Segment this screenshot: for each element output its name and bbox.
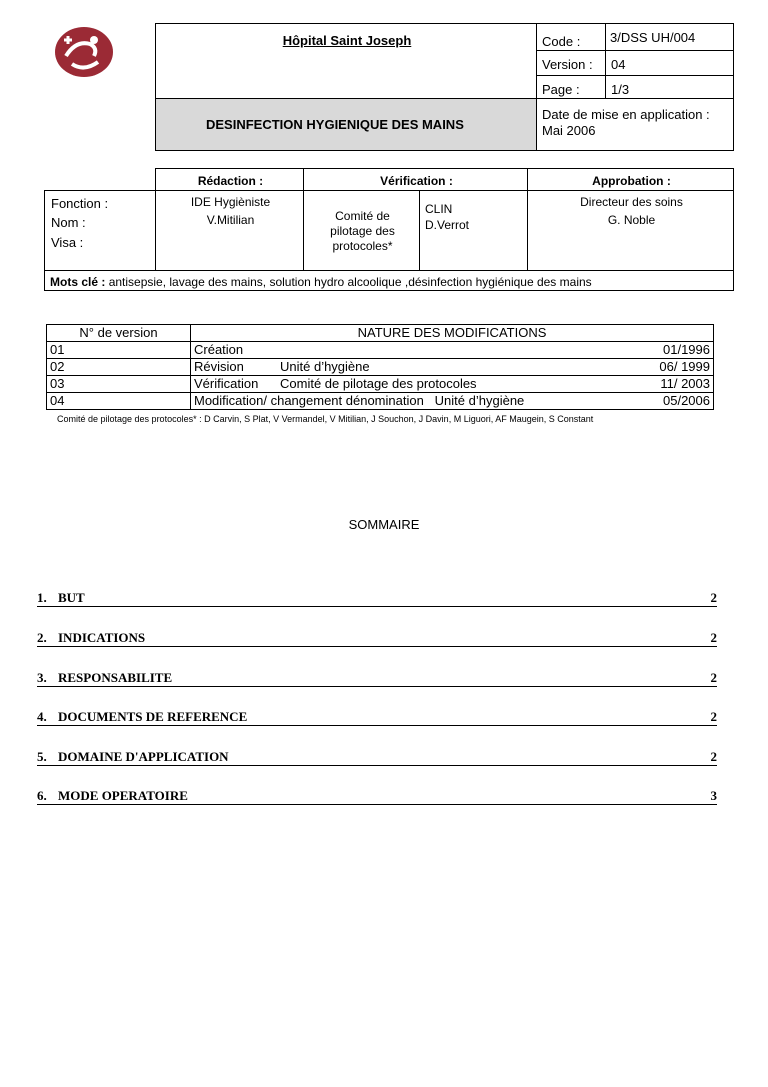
page-label-cell: Page : (536, 75, 606, 99)
table-row: 04 Modification/ changement dénomination Unité d’hygiène 05/2006 (47, 393, 714, 410)
toc-item[interactable]: 3. RESPONSABILITE 2 (37, 670, 717, 685)
approval-header-approbation: Approbation : (527, 168, 734, 191)
toc-item[interactable]: 6. MODE OPERATOIRE 3 (37, 788, 717, 803)
versions-table (46, 324, 714, 410)
toc-item[interactable]: 2. INDICATIONS 2 (37, 630, 717, 645)
summary-title: SOMMAIRE (348, 517, 420, 532)
version-value-cell: 04 (605, 50, 734, 76)
versions-header-nature: NATURE DES MODIFICATIONS (191, 325, 714, 342)
keywords-label: Mots clé : (50, 275, 106, 289)
header-title-cell (155, 98, 537, 151)
toc-item[interactable]: 5. DOMAINE D'APPLICATION 2 (37, 749, 717, 764)
date-cell: Date de mise en application : Mai 2006 (536, 98, 734, 151)
approval-header-verification: Vérification : (303, 168, 528, 191)
table-row: 03 Vérification Comité de pilotage des protocoles 11/ 2003 (47, 376, 714, 393)
approval-redaction-cell: IDE Hygièniste V.Mitilian (155, 190, 304, 271)
approval-row-labels: Fonction : Nom : Visa : (44, 190, 156, 271)
toc-item[interactable]: 1. BUT 2 (37, 590, 717, 605)
code-value-cell: 3/DSS UH/004 (605, 23, 734, 51)
header-hospital-cell (155, 23, 537, 99)
code-label-cell: Code : (536, 23, 606, 51)
keywords-text: antisepsie, lavage des mains, solution hydro alcoolique ,désinfection hygiénique des mains (108, 275, 592, 289)
approval-header-redaction: Rédaction : (155, 168, 304, 191)
approval-verification-clin-cell: CLIN D.Verrot (419, 190, 528, 271)
page-value-cell: 1/3 (605, 75, 734, 99)
table-row: 01 Création 01/1996 (47, 342, 714, 359)
document-title: DESINFECTION HYGIENIQUE DES MAINS (206, 117, 464, 132)
committee-footnote: Comité de pilotage des protocoles* : D Carvin, S Plat, V Vermandel, V Mitilian, J Souchon, J Davin, M Liguori, AF Maugein, S Constant (57, 414, 594, 424)
versions-header-number: N° de version (47, 325, 191, 342)
hospital-name: Hôpital Saint Joseph (282, 33, 412, 48)
approval-approbation-cell: Directeur des soins G. Noble (527, 190, 734, 271)
approval-verification-committee-cell: Comité de pilotage des protocoles* (303, 190, 420, 271)
toc-item[interactable]: 4. DOCUMENTS DE REFERENCE 2 (37, 709, 717, 724)
version-label-cell: Version : (536, 50, 606, 76)
table-row: 02 Révision Unité d’hygiène 06/ 1999 (47, 359, 714, 376)
keywords-row (44, 270, 734, 291)
hospital-logo-icon (54, 26, 114, 78)
